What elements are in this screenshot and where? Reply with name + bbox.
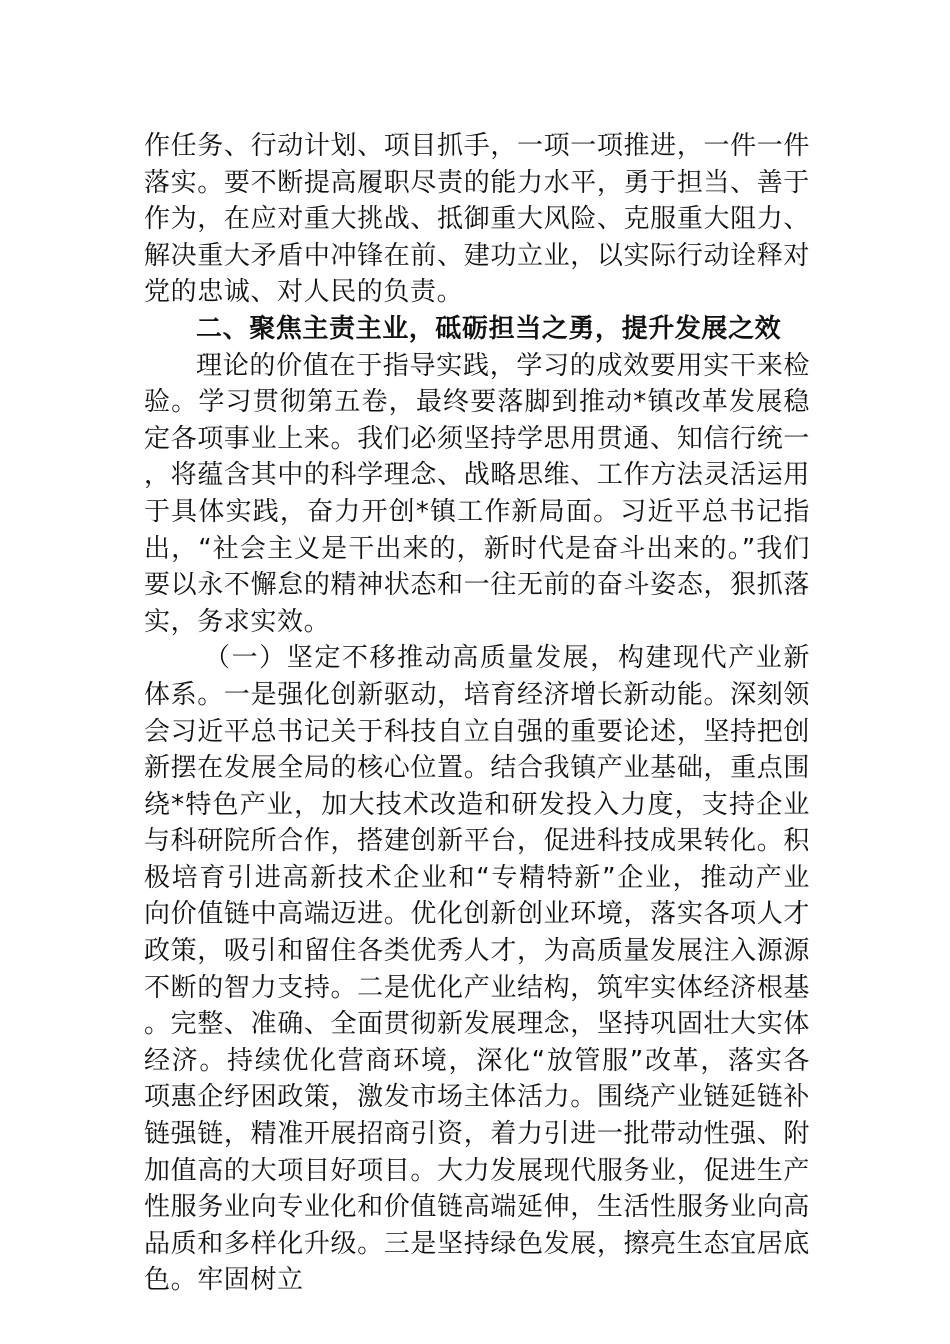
paragraph-continuation: 作任务、行动计划、项目抓手，一项一项推进，一件一件落实。要不断提高履职尽责的能力水平，勇于担当、善于作为，在应对重大挑战、抵御重大风险、克服重大阻力、解决重大矛盾中冲锋在前、建功立业，以实际行动诠释对党的忠诚、对人民的负责。 — [144, 131, 810, 308]
paragraph-theory: 理论的价值在于指导实践，学习的成效要用实干来检验。学习贯彻第五卷，最终要落脚到推动*镇改革发展稳定各项事业上来。我们必须坚持学思用贯通、知信行统一，将蕴含其中的科学理念、战略思维、工作方法灵活运用于具体实践，奋力开创*镇工作新局面。习近平总书记指出，“社会主义是干出来的，新时代是奋斗出来的。”我们要以永不懈怠的精神状态和一往无前的奋斗姿态，狠抓落实，务求实效。 — [144, 350, 810, 637]
document-body — [144, 128, 810, 1299]
paragraph-subsection-one: （一）坚定不移推动高质量发展，构建现代产业新体系。一是强化创新驱动，培育经济增长新动能。深刻领会习近平总书记关于科技自立自强的重要论述，坚持把创新摆在发展全局的核心位置。结合我镇产业基础，重点围绕*特色产业，加大技术改造和研发投入力度，支持企业与科研院所合作，搭建创新平台，促进科技成果转化。积极培育引进高新技术企业和“专精特新”企业，推动产业向价值链中高端迈进。优化创新创业环境，落实各项人才政策，吸引和留住各类优秀人才，为高质量发展注入源源不断的智力支持。二是优化产业结构，筑牢实体经济根基。完整、准确、全面贯彻新发展理念，坚持巩固壮大实体经济。持续优化营商环境，深化“放管服”改革，落实各项惠企纾困政策，激发市场主体活力。围绕产业链延链补链强链，精准开展招商引资，着力引进一批带动性强、附加值高的大项目好项目。大力发展现代服务业，促进生产性服务业向专业化和价值链高端延伸，生活性服务业向高品质和多样化升级。三是坚持绿色发展，擦亮生态宜居底色。牢固树立 — [144, 643, 810, 1296]
section-heading: 二、聚焦主责主业，砥砺担当之勇，提升发展之效 — [196, 313, 782, 344]
